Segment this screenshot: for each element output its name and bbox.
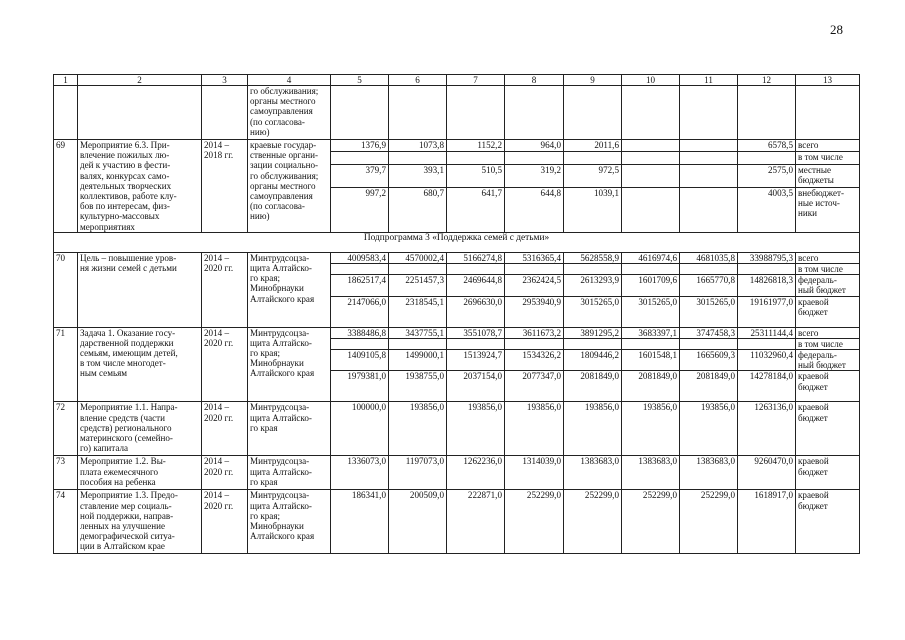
value-cell: 1601548,1 bbox=[622, 350, 680, 371]
value-cell: 1314039,0 bbox=[505, 456, 564, 490]
value-cell: 644,8 bbox=[505, 187, 564, 232]
value-cell: 1039,1 bbox=[564, 187, 622, 232]
funding-source: всего bbox=[796, 327, 860, 338]
value-cell bbox=[622, 187, 680, 232]
funding-source: краевой бюджет bbox=[796, 402, 860, 456]
table-row bbox=[54, 327, 860, 338]
row-number: 72 bbox=[54, 402, 78, 456]
value-cell: 193856,0 bbox=[564, 402, 622, 456]
value-cell: 9260470,0 bbox=[738, 456, 796, 490]
value-cell bbox=[738, 338, 796, 349]
value-cell: 193856,0 bbox=[680, 402, 738, 456]
value-cell: 2318545,1 bbox=[389, 296, 447, 327]
value-cell: 972,5 bbox=[564, 164, 622, 187]
table-row bbox=[54, 402, 860, 456]
value-cell: 3747458,3 bbox=[680, 327, 738, 338]
value-cell: 964,0 bbox=[505, 140, 564, 152]
value-cell: 393,1 bbox=[389, 164, 447, 187]
value-cell: 2081849,0 bbox=[564, 371, 622, 402]
table-row bbox=[54, 490, 860, 554]
value-cell: 193856,0 bbox=[447, 402, 505, 456]
value-cell bbox=[738, 264, 796, 275]
row-number: 69 bbox=[54, 140, 78, 233]
row-number: 71 bbox=[54, 327, 78, 402]
column-number: 6 bbox=[389, 75, 447, 86]
row-number: 70 bbox=[54, 252, 78, 327]
value-cell: 319,2 bbox=[505, 164, 564, 187]
column-number: 2 bbox=[78, 75, 202, 86]
value-cell: 252299,0 bbox=[680, 490, 738, 554]
value-cell: 4570002,4 bbox=[389, 252, 447, 263]
value-cell bbox=[331, 152, 389, 164]
column-number: 7 bbox=[447, 75, 505, 86]
value-cell: 19161977,0 bbox=[738, 296, 796, 327]
value-cell bbox=[331, 264, 389, 275]
value-cell: 1383683,0 bbox=[564, 456, 622, 490]
value-cell: 1263136,0 bbox=[738, 402, 796, 456]
executor-cell: Минтрудсоцза- щита Алтайско- го края; Минобрнауки Алтайского края bbox=[248, 490, 331, 554]
column-number: 3 bbox=[202, 75, 248, 86]
value-cell: 14278184,0 bbox=[738, 371, 796, 402]
value-cell: 1409105,8 bbox=[331, 350, 389, 371]
value-cell: 2575,0 bbox=[738, 164, 796, 187]
value-cell: 1513924,7 bbox=[447, 350, 505, 371]
value-cell: 1383683,0 bbox=[680, 456, 738, 490]
value-cell: 3611673,2 bbox=[505, 327, 564, 338]
value-cell: 2037154,0 bbox=[447, 371, 505, 402]
value-cell bbox=[680, 152, 738, 164]
executor-cell: Минтрудсоцза- щита Алтайско- го края; Минобрнауки Алтайского края bbox=[248, 327, 331, 402]
value-cell: 4616974,6 bbox=[622, 252, 680, 263]
value-cell bbox=[389, 152, 447, 164]
value-cell: 1152,2 bbox=[447, 140, 505, 152]
value-cell: 6578,5 bbox=[738, 140, 796, 152]
column-number: 4 bbox=[248, 75, 331, 86]
funding-source: краевой бюджет bbox=[796, 490, 860, 554]
value-cell bbox=[680, 264, 738, 275]
value-cell: 1665609,3 bbox=[680, 350, 738, 371]
measure-name: Мероприятие 1.1. Напра- вление средств (части средств) регионального материнского (семейно- го) капитала bbox=[78, 402, 202, 456]
value-cell: 379,7 bbox=[331, 164, 389, 187]
funding-source: всего bbox=[796, 252, 860, 263]
value-cell: 997,2 bbox=[331, 187, 389, 232]
value-cell: 3015265,0 bbox=[564, 296, 622, 327]
value-cell: 3015265,0 bbox=[622, 296, 680, 327]
value-cell: 1534326,2 bbox=[505, 350, 564, 371]
table-body bbox=[54, 75, 860, 554]
value-cell: 222871,0 bbox=[447, 490, 505, 554]
value-cell: 2696630,0 bbox=[447, 296, 505, 327]
funding-source: федераль- ный бюджет bbox=[796, 350, 860, 371]
measure-name: Цель – повышение уров- ня жизни семей с детьми bbox=[78, 252, 202, 327]
value-cell: 252299,0 bbox=[564, 490, 622, 554]
value-cell bbox=[564, 152, 622, 164]
executor-cell: Минтрудсоцза- щита Алтайско- го края bbox=[248, 456, 331, 490]
funding-source: в том числе bbox=[796, 338, 860, 349]
subprogram-title: Подпрограмма 3 «Поддержка семей с детьми» bbox=[54, 232, 860, 252]
value-cell bbox=[331, 338, 389, 349]
measure-name: Мероприятие 1.2. Вы- плата ежемесячного пособия на ребенка bbox=[78, 456, 202, 490]
value-cell: 1809446,2 bbox=[564, 350, 622, 371]
value-cell bbox=[564, 264, 622, 275]
value-cell bbox=[680, 338, 738, 349]
value-cell: 200509,0 bbox=[389, 490, 447, 554]
value-cell: 5316365,4 bbox=[505, 252, 564, 263]
measure-name: Мероприятие 6.3. При- влечение пожилых лю- дей к участию в фести- валях, конкурсах само- деятельных творческих коллективов, работе клу- бов по интересам, физ- культурно-массовых мероприятиях bbox=[78, 140, 202, 233]
period-cell: 2014 – 2020 гг. bbox=[202, 327, 248, 402]
column-number: 9 bbox=[564, 75, 622, 86]
value-cell: 1383683,0 bbox=[622, 456, 680, 490]
value-cell: 2081849,0 bbox=[680, 371, 738, 402]
period-cell: 2014 – 2020 гг. bbox=[202, 402, 248, 456]
value-cell: 4681035,8 bbox=[680, 252, 738, 263]
value-cell: 1376,9 bbox=[331, 140, 389, 152]
funding-source: местные бюджеты bbox=[796, 164, 860, 187]
funding-source: всего bbox=[796, 140, 860, 152]
value-cell: 1073,8 bbox=[389, 140, 447, 152]
measure-name: Задача 1. Оказание госу- дарственной поддержки семьям, имеющим детей, в том числе многодет- ным семьям bbox=[78, 327, 202, 402]
column-number: 5 bbox=[331, 75, 389, 86]
value-cell: 3388486,8 bbox=[331, 327, 389, 338]
table-row bbox=[54, 252, 860, 263]
period-cell: 2014 – 2018 гг. bbox=[202, 140, 248, 233]
funding-source: в том числе bbox=[796, 152, 860, 164]
value-cell bbox=[622, 152, 680, 164]
value-cell: 5166274,8 bbox=[447, 252, 505, 263]
value-cell: 1601709,6 bbox=[622, 275, 680, 296]
value-cell bbox=[447, 338, 505, 349]
executor-cell: Минтрудсоцза- щита Алтайско- го края bbox=[248, 402, 331, 456]
funding-source: краевой бюджет bbox=[796, 371, 860, 402]
column-number: 8 bbox=[505, 75, 564, 86]
value-cell: 1979381,0 bbox=[331, 371, 389, 402]
funding-source: федераль- ный бюджет bbox=[796, 275, 860, 296]
value-cell bbox=[622, 264, 680, 275]
value-cell: 1262236,0 bbox=[447, 456, 505, 490]
value-cell: 641,7 bbox=[447, 187, 505, 232]
value-cell: 2953940,9 bbox=[505, 296, 564, 327]
value-cell: 4003,5 bbox=[738, 187, 796, 232]
value-cell: 193856,0 bbox=[622, 402, 680, 456]
value-cell: 3683397,1 bbox=[622, 327, 680, 338]
value-cell: 2011,6 bbox=[564, 140, 622, 152]
value-cell bbox=[447, 264, 505, 275]
column-number-row bbox=[54, 75, 860, 86]
row-number: 73 bbox=[54, 456, 78, 490]
funding-source: краевой бюджет bbox=[796, 456, 860, 490]
value-cell bbox=[680, 140, 738, 152]
value-cell: 4009583,4 bbox=[331, 252, 389, 263]
value-cell: 1618917,0 bbox=[738, 490, 796, 554]
measure-name: Мероприятие 1.3. Предо- ставление мер социаль- ной поддержки, направ- ленных на улучшение демографической ситуа- ции в Алтайском крае bbox=[78, 490, 202, 554]
value-cell: 1938755,0 bbox=[389, 371, 447, 402]
value-cell bbox=[680, 187, 738, 232]
table-row bbox=[54, 86, 860, 140]
value-cell: 11032960,4 bbox=[738, 350, 796, 371]
value-cell bbox=[505, 338, 564, 349]
row-number: 74 bbox=[54, 490, 78, 554]
budget-table bbox=[53, 74, 860, 554]
page-number: 28 bbox=[830, 22, 843, 37]
period-cell: 2014 – 2020 гг. bbox=[202, 490, 248, 554]
value-cell: 510,5 bbox=[447, 164, 505, 187]
period-cell: 2014 – 2020 гг. bbox=[202, 252, 248, 327]
value-cell: 193856,0 bbox=[389, 402, 447, 456]
value-cell bbox=[622, 164, 680, 187]
column-number: 11 bbox=[680, 75, 738, 86]
value-cell: 3891295,2 bbox=[564, 327, 622, 338]
table-row bbox=[54, 456, 860, 490]
executor-cell: Минтрудсоцза- щита Алтайско- го края; Минобрнауки Алтайского края bbox=[248, 252, 331, 327]
column-number: 12 bbox=[738, 75, 796, 86]
value-cell: 1499000,1 bbox=[389, 350, 447, 371]
value-cell: 2147066,0 bbox=[331, 296, 389, 327]
value-cell bbox=[505, 264, 564, 275]
value-cell: 3437755,1 bbox=[389, 327, 447, 338]
column-number: 13 bbox=[796, 75, 860, 86]
value-cell: 2362424,5 bbox=[505, 275, 564, 296]
value-cell: 186341,0 bbox=[331, 490, 389, 554]
subprogram-row bbox=[54, 232, 860, 252]
value-cell bbox=[622, 338, 680, 349]
value-cell: 100000,0 bbox=[331, 402, 389, 456]
value-cell: 680,7 bbox=[389, 187, 447, 232]
value-cell: 3015265,0 bbox=[680, 296, 738, 327]
value-cell: 252299,0 bbox=[505, 490, 564, 554]
value-cell: 14826818,3 bbox=[738, 275, 796, 296]
period-cell: 2014 – 2020 гг. bbox=[202, 456, 248, 490]
value-cell: 193856,0 bbox=[505, 402, 564, 456]
value-cell: 1197073,0 bbox=[389, 456, 447, 490]
value-cell bbox=[622, 140, 680, 152]
value-cell bbox=[564, 338, 622, 349]
value-cell: 2251457,3 bbox=[389, 275, 447, 296]
funding-source: внебюджет- ные источ- ники bbox=[796, 187, 860, 232]
value-cell: 1665770,8 bbox=[680, 275, 738, 296]
value-cell: 5628558,9 bbox=[564, 252, 622, 263]
executor-cell: краевые государ- ственные органи- зации социально- го обслуживания; органы местного самоуправления (по согласова- нию) bbox=[248, 140, 331, 233]
value-cell bbox=[738, 152, 796, 164]
table-row bbox=[54, 140, 860, 152]
value-cell: 1336073,0 bbox=[331, 456, 389, 490]
column-number: 1 bbox=[54, 75, 78, 86]
value-cell bbox=[389, 338, 447, 349]
funding-source: краевой бюджет bbox=[796, 296, 860, 327]
value-cell: 252299,0 bbox=[622, 490, 680, 554]
value-cell: 2081849,0 bbox=[622, 371, 680, 402]
value-cell bbox=[505, 152, 564, 164]
value-cell: 2613293,9 bbox=[564, 275, 622, 296]
value-cell bbox=[389, 264, 447, 275]
value-cell: 1862517,4 bbox=[331, 275, 389, 296]
value-cell bbox=[680, 164, 738, 187]
funding-source: в том числе bbox=[796, 264, 860, 275]
value-cell: 3551078,7 bbox=[447, 327, 505, 338]
executor-cell: го обслуживания; органы местного самоуправления (по согласова- нию) bbox=[248, 86, 331, 140]
value-cell: 33988795,3 bbox=[738, 252, 796, 263]
value-cell: 25311144,4 bbox=[738, 327, 796, 338]
value-cell: 2469644,8 bbox=[447, 275, 505, 296]
value-cell bbox=[447, 152, 505, 164]
value-cell: 2077347,0 bbox=[505, 371, 564, 402]
column-number: 10 bbox=[622, 75, 680, 86]
